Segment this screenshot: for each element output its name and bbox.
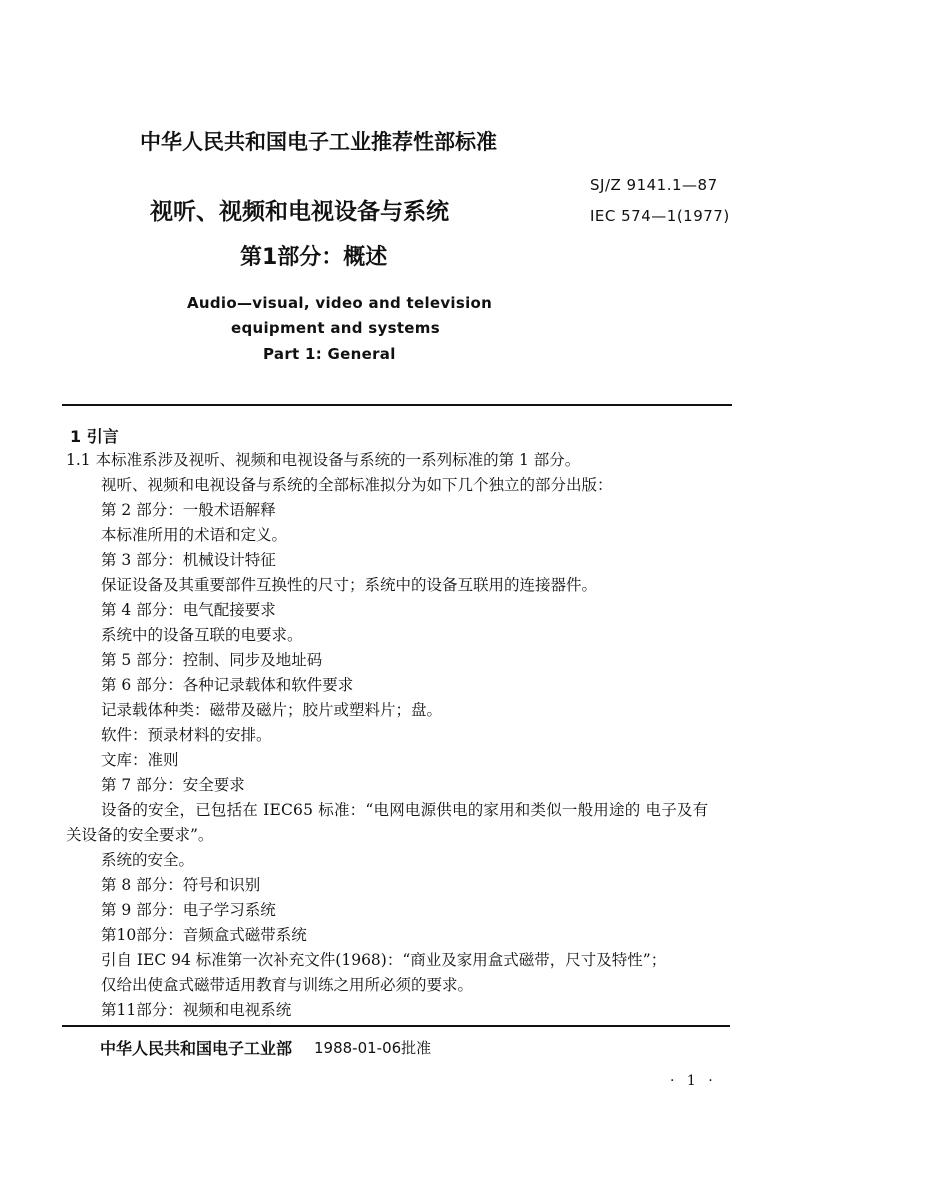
standard-code: SJ/Z 9141.1—87	[590, 176, 718, 194]
body-line: 视听、视频和电视设备与系统的全部标准拟分为如下几个独立的部分出版：	[101, 476, 613, 494]
body-line: 保证设备及其重要部件互换性的尺寸；系统中的设备互联用的连接器件。	[101, 576, 598, 594]
body-line: 设备的安全，已包括在 IEC65 标准：“电网电源供电的家用和类似一般用途的 电子及有	[101, 801, 709, 819]
english-title-line-2: equipment and systems	[231, 319, 440, 337]
body-line: 第 6 部分：各种记录载体和软件要求	[101, 676, 354, 694]
document-subtitle: 第1部分：概述	[240, 245, 388, 270]
body-line: 第 7 部分：安全要求	[101, 776, 245, 794]
iec-code: IEC 574—1(1977)	[590, 207, 730, 225]
body-line: 第 4 部分：电气配接要求	[101, 601, 276, 619]
header-divider	[62, 404, 732, 406]
body-line: 1.1 本标准系涉及视听、视频和电视设备与系统的一系列标准的第 1 部分。	[66, 451, 581, 469]
body-line: 第 9 部分：电子学习系统	[101, 901, 276, 919]
body-line: 关设备的安全要求”。	[66, 826, 214, 844]
body-line: 引自 IEC 94 标准第一次补充文件(1968)：“商业及家用盒式磁带，尺寸及特性”；	[101, 951, 667, 969]
approval-date: 1988-01-06批准	[314, 1039, 432, 1057]
body-line: 记录载体种类：磁带及磁片；胶片或塑料片；盘。	[101, 701, 443, 719]
ministry-name: 中华人民共和国电子工业部	[100, 1039, 293, 1058]
english-title-line-1: Audio—visual, video and television	[187, 294, 493, 312]
body-line: 系统的安全。	[101, 851, 195, 869]
page-number: · 1 ·	[670, 1073, 717, 1089]
body-line: 系统中的设备互联的电要求。	[101, 626, 303, 644]
body-line: 第 2 部分：一般术语解释	[101, 501, 276, 519]
section-heading: 1 引言	[70, 427, 119, 446]
org-standard-title: 中华人民共和国电子工业推荐性部标准	[140, 130, 497, 154]
body-line: 第10部分：音频盒式磁带系统	[101, 926, 307, 944]
body-line: 本标准所用的术语和定义。	[101, 526, 288, 544]
body-line: 第11部分：视频和电视系统	[101, 1001, 292, 1019]
body-line: 第 5 部分：控制、同步及地址码	[101, 651, 323, 669]
document-title: 视听、视频和电视设备与系统	[150, 199, 449, 225]
footer-divider	[62, 1025, 730, 1027]
body-line: 第 3 部分：机械设计特征	[101, 551, 276, 569]
english-title-line-3: Part 1: General	[263, 345, 396, 363]
body-line: 第 8 部分：符号和识别	[101, 876, 261, 894]
body-line: 软件：预录材料的安排。	[101, 726, 272, 744]
body-line: 文库：准则	[101, 751, 179, 769]
body-line: 仅给出使盒式磁带适用教育与训练之用所必须的要求。	[101, 976, 474, 994]
